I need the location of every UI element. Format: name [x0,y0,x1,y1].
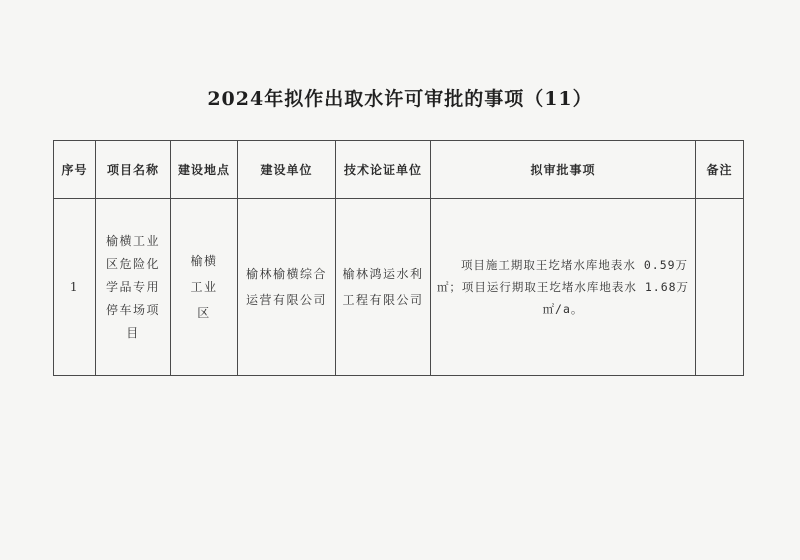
row-project-name: 榆横工业区危险化学品专用停车场项目 [105,233,160,340]
row-location: 榆横工业区 [190,254,218,320]
header-tech-unit: 技术论证单位 [336,141,431,199]
header-matters: 拟审批事项 [431,141,696,199]
cell-remarks [696,199,744,376]
row-matters: 项目施工期取王圪堵水库地表水 0.59万㎡；项目运行期取王圪堵水库地表水 1.68万㎡/a。 [436,258,690,316]
header-location: 建设地点 [171,141,238,199]
header-project-name: 项目名称 [96,141,171,199]
cell-matters [431,199,696,376]
row-tech-unit: 榆林鸿运水利工程有限公司 [342,267,424,307]
table-row [54,199,744,376]
approval-table [53,140,744,376]
cell-index [54,199,96,376]
row-builder: 榆林榆横综合运营有限公司 [245,267,327,307]
cell-project-name [96,199,171,376]
header-index: 序号 [54,141,96,199]
table-header-row [54,141,744,199]
header-remarks: 备注 [696,141,744,199]
cell-location [171,199,238,376]
cell-tech-unit [336,199,431,376]
row-index: 1 [69,280,80,294]
document-title: 2024年拟作出取水许可审批的事项（11） [207,88,593,110]
header-builder: 建设单位 [238,141,336,199]
cell-builder [238,199,336,376]
